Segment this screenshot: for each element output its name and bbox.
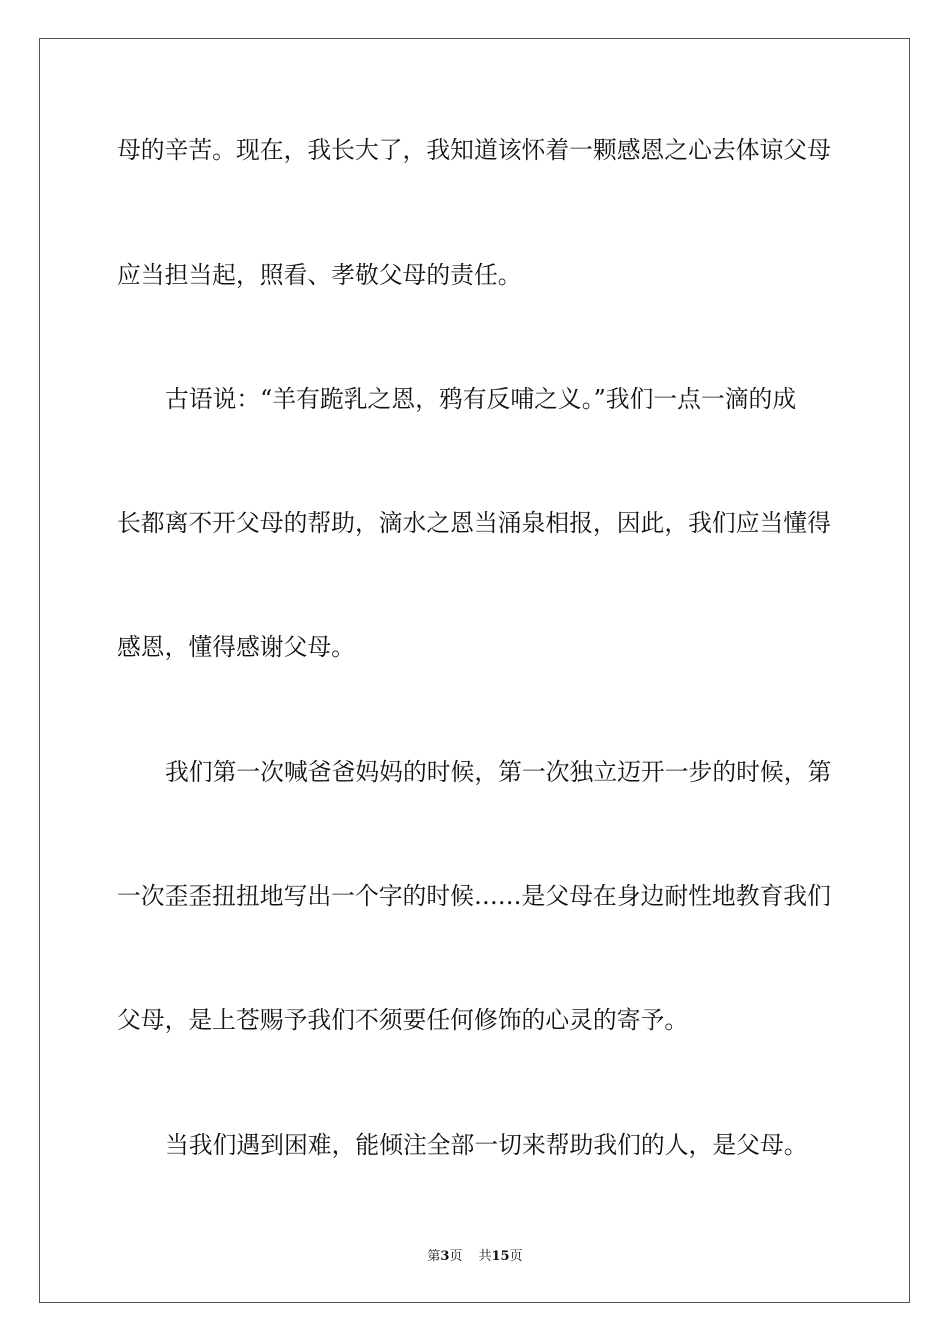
page-total: 15 <box>491 1249 510 1264</box>
page-prefix: 第 <box>427 1249 441 1264</box>
paragraph-line-7: 一次歪歪扭扭地写出一个字的时候……是父母在身边耐性地教育我们 <box>117 882 831 910</box>
paragraph-line-2: 应当担当起，照看、孝敬父母的责任。 <box>117 261 522 289</box>
paragraph-line-8: 父母，是上苍赐予我们不须要任何修饰的心灵的寄予。 <box>117 1006 689 1034</box>
paragraph-line-1: 母的辛苦。现在，我长大了，我知道该怀着一颗感恩之心去体谅父母 <box>117 136 831 164</box>
page-footer <box>0 1248 950 1266</box>
page-current: 3 <box>440 1249 450 1264</box>
paragraph-line-4: 长都离不开父母的帮助，滴水之恩当涌泉相报，因此，我们应当懂得 <box>117 509 831 537</box>
paragraph-line-5: 感恩，懂得感谢父母。 <box>117 633 355 661</box>
paragraph-line-9: 当我们遇到困难，能倾注全部一切来帮助我们的人，是父母。 <box>165 1131 808 1159</box>
paragraph-line-6: 我们第一次喊爸爸妈妈的时候，第一次独立迈开一步的时候，第 <box>165 758 832 786</box>
total-prefix: 共 <box>478 1249 492 1264</box>
total-suffix: 页 <box>509 1249 523 1264</box>
page-suffix: 页 <box>449 1249 463 1264</box>
paragraph-line-3: 古语说：“羊有跪乳之恩，鸦有反哺之义。”我们一点一滴的成 <box>165 385 797 413</box>
page-border <box>39 38 910 1303</box>
